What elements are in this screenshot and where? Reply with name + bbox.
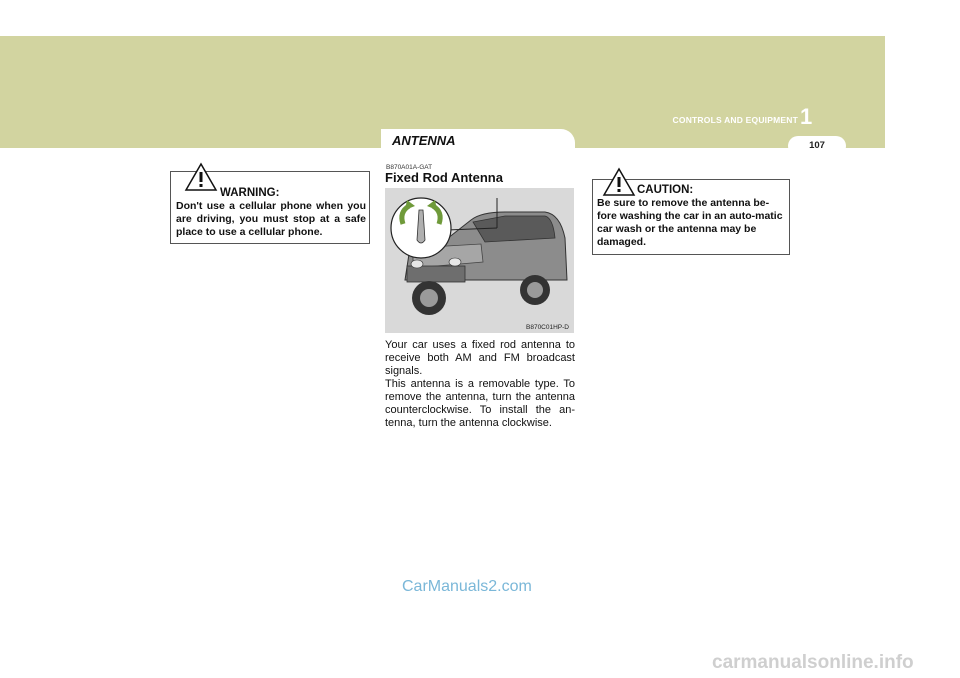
watermark-link[interactable]: CarManuals2.com bbox=[402, 578, 532, 595]
chapter-number: 1 bbox=[800, 104, 813, 129]
section-code: B870A01A-GAT bbox=[386, 164, 433, 171]
warning-triangle-icon bbox=[184, 162, 218, 192]
antenna-figure bbox=[385, 188, 574, 333]
figure-caption: B870C01HP-D bbox=[526, 324, 569, 331]
caution-triangle-icon bbox=[602, 167, 636, 197]
suv-illustration bbox=[385, 188, 574, 333]
caution-text: Be sure to remove the antenna be-fore washing the car in an auto-matic car wash or the antenna may be damaged. bbox=[597, 197, 783, 248]
subsection-title: Fixed Rod Antenna bbox=[385, 170, 503, 185]
section-title: ANTENNA bbox=[392, 133, 456, 148]
page-number: 107 bbox=[809, 140, 825, 151]
footer-watermark: carmanualsonline.info bbox=[712, 652, 914, 673]
chapter-label: CONTROLS AND EQUIPMENT bbox=[672, 115, 798, 125]
antenna-body-text: Your car uses a fixed rod antenna to receive both AM and FM broadcast signals. This antenna is a removable type. To remove the antenna, turn the antenna counterclockwise. To install the an-tenna, turn the antenna clockwise. bbox=[385, 339, 575, 429]
warning-text: Don't use a cellular phone when you are driving, you must stop at a safe place to use a cellular phone. bbox=[176, 200, 366, 238]
caution-heading: CAUTION: bbox=[637, 184, 694, 196]
warning-heading: WARNING: bbox=[220, 187, 280, 199]
